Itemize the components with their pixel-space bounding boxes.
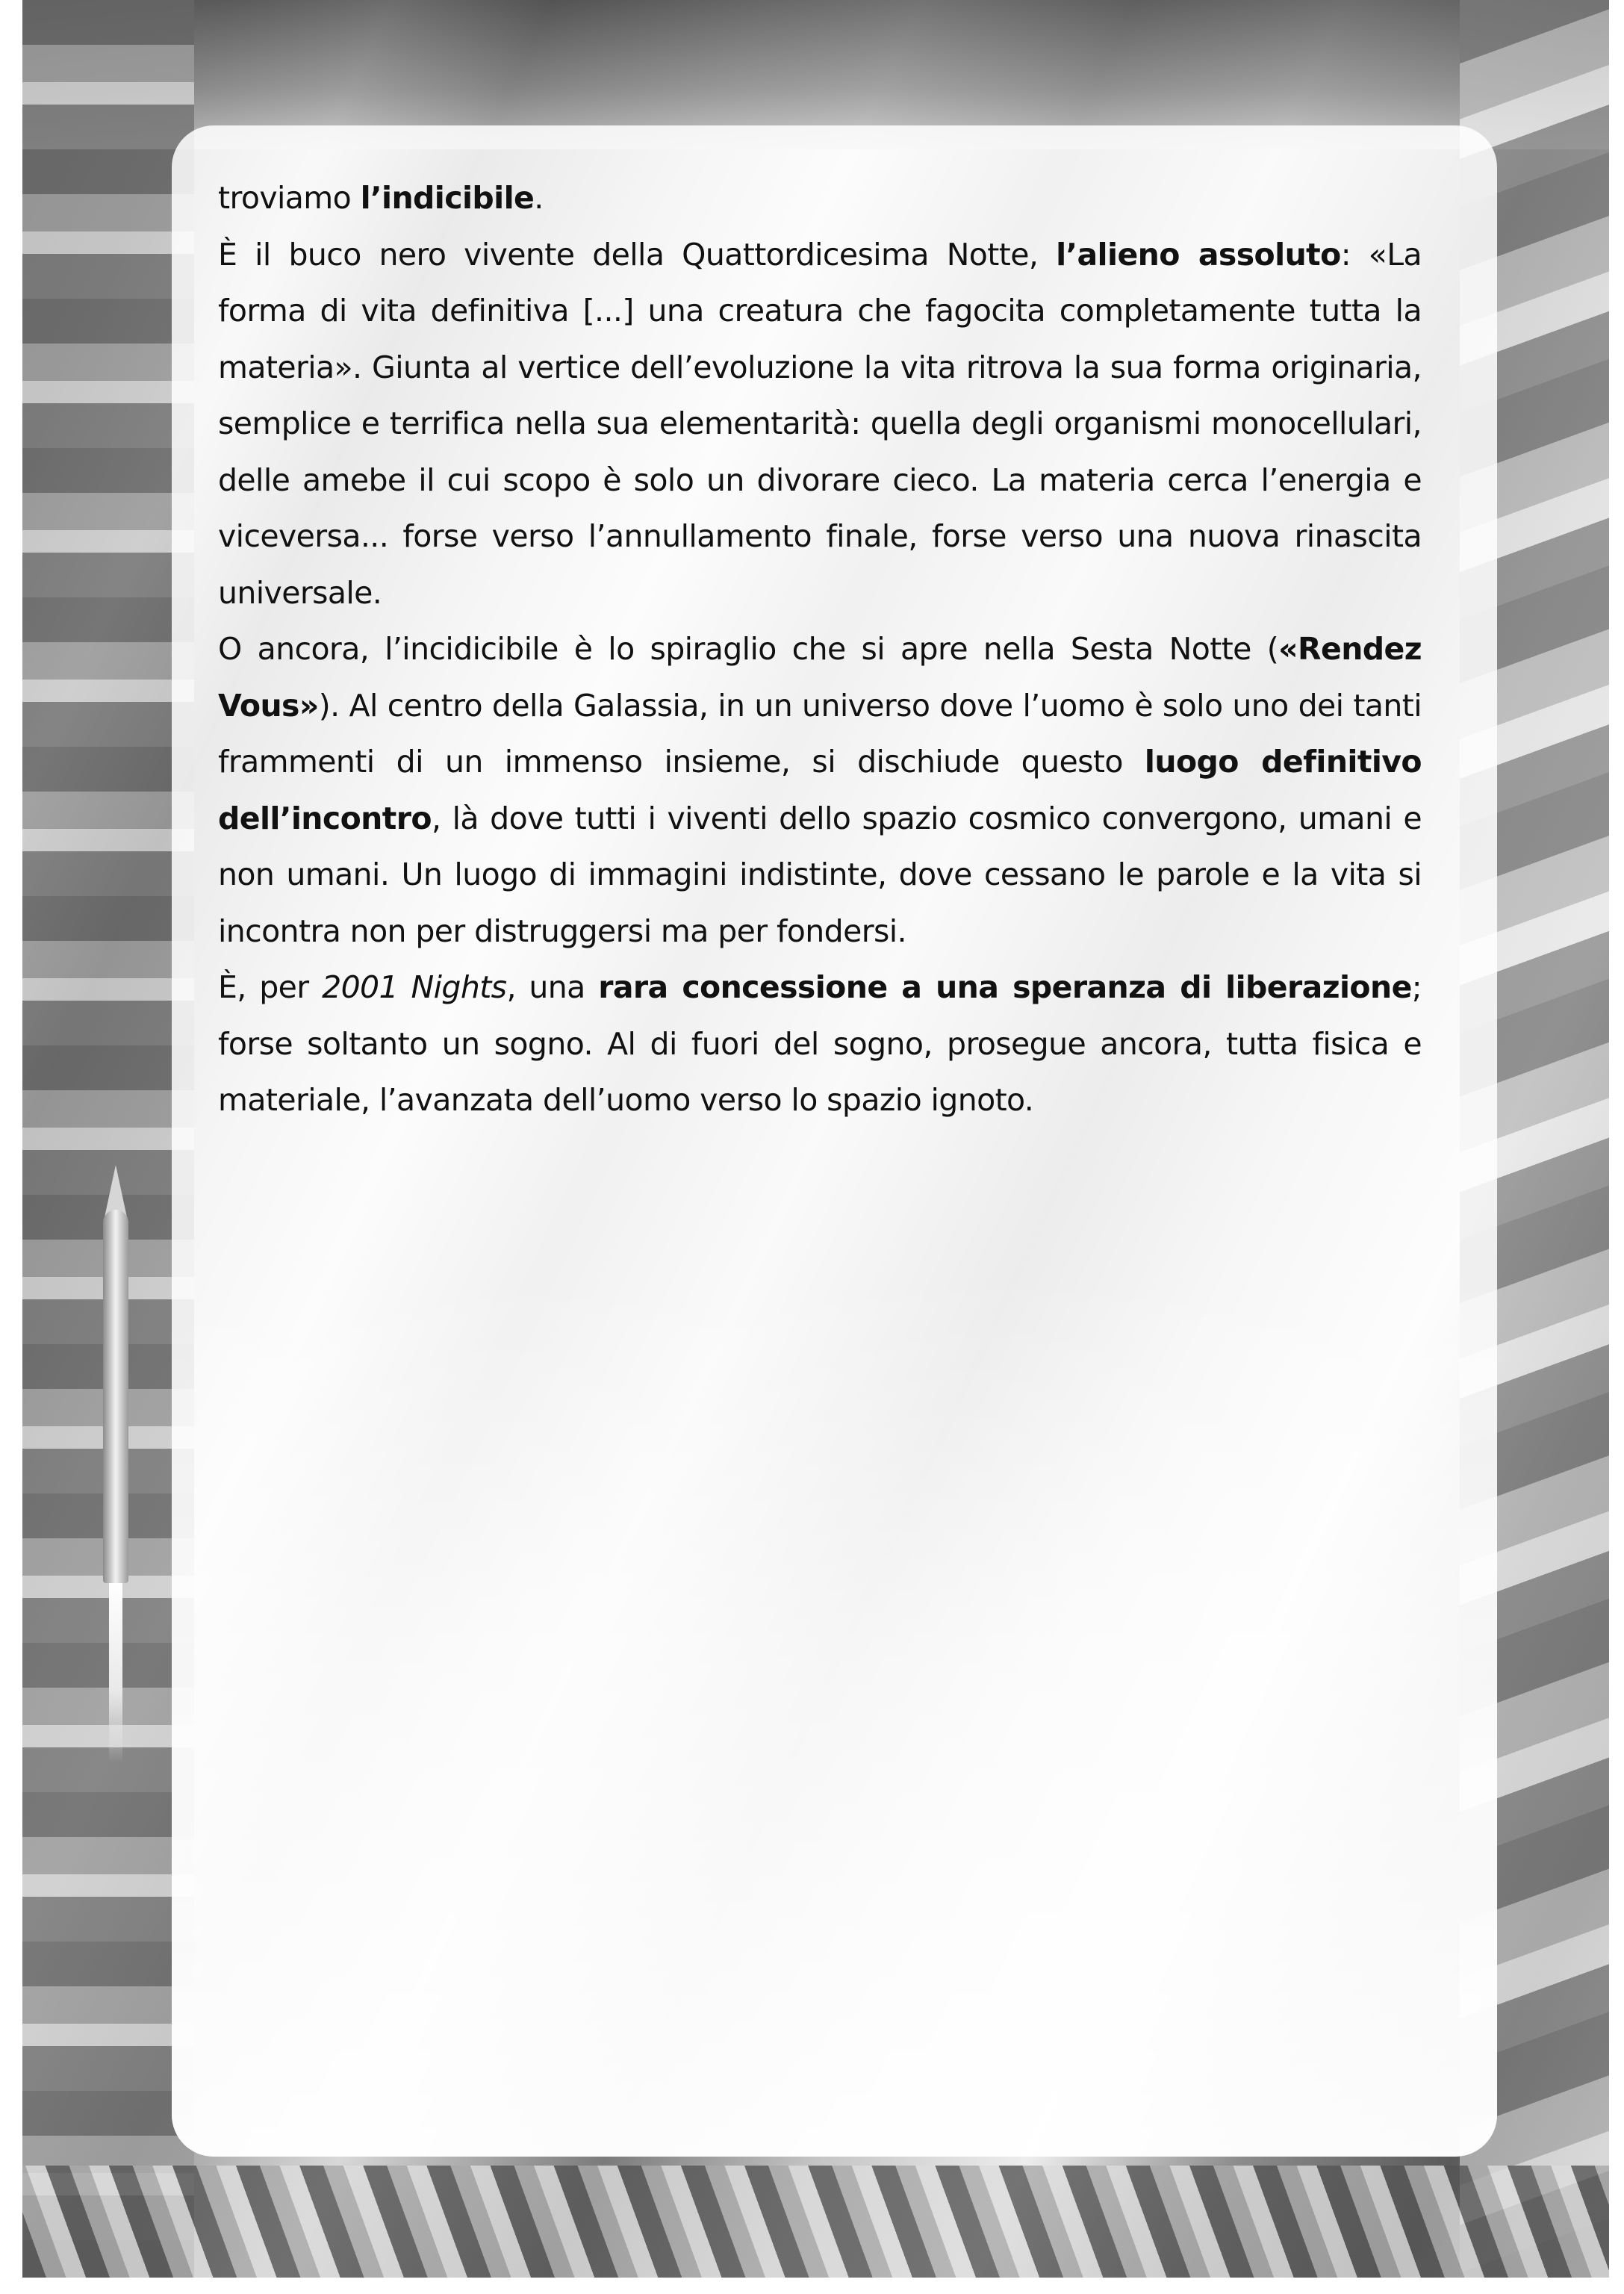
paragraph	[218, 960, 1422, 1129]
text-segment: È il buco nero vivente della Quattordicesima Notte,	[218, 236, 1057, 273]
paragraph	[218, 170, 1422, 227]
bold-phrase: l’indicibile	[360, 180, 535, 216]
bold-phrase: «Rendez Vous»	[218, 631, 1422, 724]
text-segment: È, per	[218, 969, 323, 1005]
text-segment: ). Al centro della Galassia, in un universo dove l’uomo è solo uno dei tanti frammenti di un immenso insieme, si dischiude questo	[218, 687, 1422, 780]
paragraph	[218, 621, 1422, 960]
spaceship-illustration-left	[22, 0, 194, 2278]
text-segment: troviamo	[218, 180, 361, 216]
text-segment: , là dove tutti i viventi dello spazio cosmico convergono, umani e non umani. Un luogo di immagini indistinte, dove cessano le parole e la vita si incontra non per distruggersi ma per fondersi.	[218, 800, 1422, 949]
rocket-illustration	[82, 1165, 149, 1762]
text-segment: ; forse soltanto un sogno. Al di fuori del sogno, prosegue ancora, tutta fisica e materiale, l’avanzata dell’uomo verso lo spazio ignoto.	[218, 969, 1422, 1118]
text-segment: O ancora, l’incidicibile è lo spiraglio che si apre nella Sesta Notte (	[218, 631, 1279, 667]
rocket-exhaust	[109, 1583, 122, 1762]
bold-phrase: rara concessione a una speranza di liberazione	[598, 969, 1412, 1005]
text-segment: , una	[506, 969, 599, 1005]
text-segment: : «La forma di vita definitiva [...] una creatura che fagocita completamente tutta la materia». Giunta al vertice dell’evoluzione la vita ritrova la sua forma originaria, semplice e terrifica nella sua elementarità: quella degli organismi monocellulari, delle amebe il cui scopo è solo un divorare cieco. La materia cerca l’energia e viceversa... forse verso l’annullamento finale, forse verso una nuova rinascita universale.	[218, 236, 1422, 611]
spaceship-illustration-bottom	[22, 2166, 1609, 2278]
body-text	[218, 170, 1422, 1129]
text-panel-fade	[172, 1269, 1497, 2157]
text-segment: .	[534, 180, 544, 216]
bold-phrase: luogo definitivo dell’incontro	[218, 744, 1422, 836]
rocket-body	[103, 1210, 128, 1583]
paragraph	[218, 227, 1422, 622]
bold-phrase: l’alieno assoluto	[1056, 236, 1341, 273]
italic-title: 2001 Nights	[322, 969, 507, 1005]
